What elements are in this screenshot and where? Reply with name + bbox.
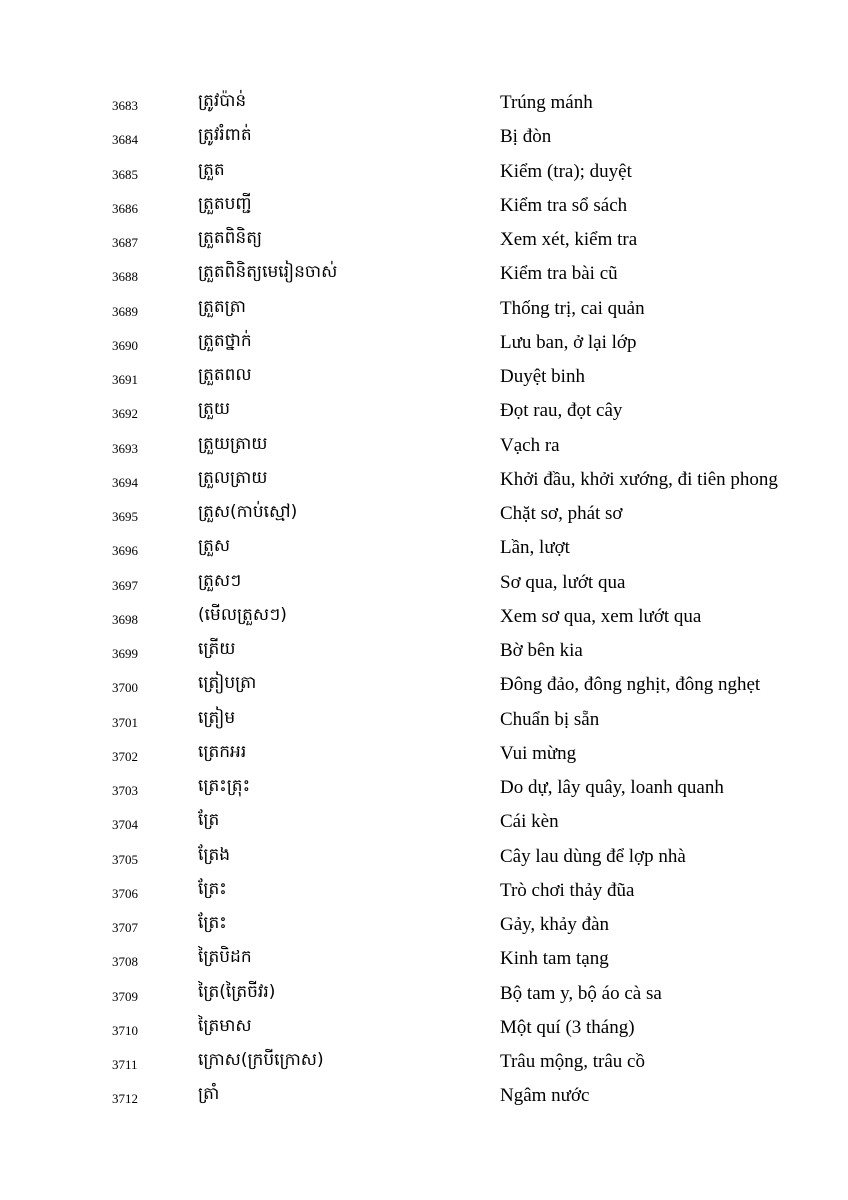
khmer-term: ត្រែះ: [198, 878, 227, 899]
entry-number: 3709: [112, 988, 138, 1004]
entry-number: 3706: [112, 885, 138, 901]
list-item: [0, 908, 848, 942]
vietnamese-meaning: Lưu ban, ở lại lớp: [500, 331, 637, 353]
vietnamese-meaning: Kiểm tra bài cũ: [500, 263, 618, 285]
entry-number: 3689: [112, 303, 138, 319]
vietnamese-meaning: Cây lau dùng để lợp nhà: [500, 845, 686, 867]
list-item: [0, 257, 848, 291]
vietnamese-meaning: Cái kèn: [500, 811, 559, 833]
list-item: [0, 668, 848, 702]
vietnamese-meaning: Kiểm (tra); duyệt: [500, 160, 632, 182]
vietnamese-meaning: Kinh tam tạng: [500, 948, 609, 970]
khmer-term: ត្រៀបត្រា: [198, 673, 257, 694]
list-item: [0, 223, 848, 257]
entry-number: 3700: [112, 680, 138, 696]
vietnamese-meaning: Vạch ra: [500, 434, 560, 456]
vietnamese-meaning: Chuẩn bị sẵn: [500, 708, 600, 730]
vietnamese-meaning: Duyệt binh: [500, 366, 585, 387]
entry-number: 3704: [112, 817, 138, 833]
list-item: [0, 497, 848, 531]
khmer-term: ត្រៃ(ត្រៃចីវរ): [198, 981, 276, 1002]
entry-number: 3699: [112, 646, 138, 661]
khmer-term: ត្រែ: [198, 810, 220, 831]
list-item: [0, 394, 848, 428]
entry-number: 3692: [112, 406, 138, 422]
khmer-term: ត្រួតពិនិត្យ: [198, 228, 263, 248]
vietnamese-meaning: Bờ bên kia: [500, 640, 583, 661]
khmer-term: ត្រេះត្រុះ: [198, 776, 251, 796]
entry-number: 3696: [112, 543, 138, 559]
list-item: [0, 86, 848, 120]
khmer-term: ត្រើយ: [198, 639, 236, 659]
khmer-term: ត្រួតពល: [198, 365, 252, 385]
list-item: [0, 874, 848, 908]
vietnamese-meaning: Xem sơ qua, xem lướt qua: [500, 605, 702, 627]
vietnamese-meaning: Đông đảo, đông nghịt, đông nghẹt: [500, 674, 761, 696]
list-item: [0, 531, 848, 565]
entry-number: 3703: [112, 783, 138, 798]
vietnamese-meaning: Trò chơi thảy đũa: [500, 879, 635, 901]
khmer-term: ត្រួសៗ: [198, 570, 242, 591]
entry-number: 3712: [112, 1091, 138, 1107]
vietnamese-meaning: Gảy, khảy đàn: [500, 914, 610, 935]
entry-number: 3698: [112, 611, 138, 627]
khmer-term: ត្រួតពិនិត្យមេរៀនចាស់: [198, 262, 338, 283]
khmer-term: ត្រួតថ្នាក់: [198, 330, 252, 351]
list-item: [0, 737, 848, 771]
vietnamese-meaning: Ngâm nước: [500, 1085, 590, 1107]
entry-number: 3688: [112, 269, 138, 285]
list-item: [0, 840, 848, 874]
khmer-term: ត្រួយ: [198, 399, 231, 420]
entry-number: 3710: [112, 1022, 138, 1038]
vietnamese-meaning: Lần, lượt: [500, 537, 570, 559]
khmer-term: ត្រួស(កាប់ស្មៅ): [198, 502, 298, 522]
entry-number: 3705: [112, 851, 138, 867]
entry-number: 3690: [112, 337, 138, 353]
khmer-term: ត្រែះ: [198, 913, 227, 933]
entry-number: 3687: [112, 235, 138, 250]
khmer-term: ត្រូវរំពាត់: [198, 125, 252, 146]
vietnamese-meaning: Xem xét, kiểm tra: [500, 229, 638, 250]
list-item: [0, 326, 848, 360]
entry-number: 3695: [112, 509, 138, 524]
list-item: [0, 634, 848, 668]
vietnamese-meaning: Thống trị, cai quản: [500, 297, 645, 319]
vietnamese-meaning: Kiểm tra sổ sách: [500, 194, 628, 216]
khmer-term: (មើលត្រួសៗ): [198, 604, 287, 625]
entry-number: 3685: [112, 166, 138, 182]
vietnamese-meaning: Chặt sơ, phát sơ: [500, 503, 623, 524]
vietnamese-meaning: Sơ qua, lướt qua: [500, 571, 626, 593]
list-item: [0, 463, 848, 497]
dictionary-entry-list: [0, 86, 848, 1114]
khmer-term: ក្រោស(ក្របីក្រោស): [198, 1050, 324, 1070]
entry-number: 3701: [112, 714, 138, 730]
khmer-term: ត្រួតត្រា: [198, 296, 246, 317]
vietnamese-meaning: Vui mừng: [500, 742, 577, 764]
list-item: [0, 805, 848, 839]
entry-number: 3711: [112, 1057, 138, 1072]
entry-number: 3708: [112, 954, 138, 970]
vietnamese-meaning: Bộ tam y, bộ áo cà sa: [500, 982, 662, 1004]
entry-number: 3693: [112, 440, 138, 456]
list-item: [0, 771, 848, 805]
entry-number: 3683: [112, 98, 138, 113]
vietnamese-meaning: Bị đòn: [500, 126, 552, 148]
list-item: [0, 942, 848, 976]
list-item: [0, 703, 848, 737]
khmer-term: ត្រួតបញ្ជី: [198, 193, 252, 214]
khmer-term: ត្រួត: [198, 159, 225, 180]
entry-number: 3684: [112, 132, 138, 148]
vietnamese-meaning: Một quí (3 tháng): [500, 1016, 635, 1038]
list-item: [0, 1079, 848, 1113]
khmer-term: ត្រៃបិដក: [198, 947, 252, 968]
vietnamese-meaning: Do dự, lây quây, loanh quanh: [500, 777, 724, 798]
list-item: [0, 600, 848, 634]
entry-number: 3702: [112, 748, 138, 764]
list-item: [0, 429, 848, 463]
entry-number: 3691: [112, 372, 138, 387]
list-item: [0, 566, 848, 600]
entry-number: 3707: [112, 920, 138, 935]
entry-number: 3694: [112, 474, 138, 490]
khmer-term: ត្រាំ: [198, 1084, 220, 1105]
vietnamese-meaning: Trâu mộng, trâu cồ: [500, 1051, 645, 1072]
khmer-term: ត្រេកអរ: [198, 741, 247, 762]
vietnamese-meaning: Đọt rau, đọt cây: [500, 400, 623, 422]
vietnamese-meaning: Khởi đầu, khởi xướng, đi tiên phong: [500, 468, 778, 490]
khmer-term: ត្រួលត្រាយ: [198, 467, 268, 488]
list-item: [0, 1011, 848, 1045]
list-item: [0, 189, 848, 223]
list-item: [0, 360, 848, 394]
list-item: [0, 977, 848, 1011]
list-item: [0, 1045, 848, 1079]
vietnamese-meaning: Trúng mánh: [500, 92, 593, 113]
list-item: [0, 155, 848, 189]
khmer-term: ត្រៃមាស: [198, 1015, 252, 1036]
khmer-term: ត្រួស: [198, 536, 231, 557]
entry-number: 3686: [112, 200, 138, 216]
khmer-term: ត្រូវប៉ាន់: [198, 91, 247, 111]
entry-number: 3697: [112, 577, 138, 593]
khmer-term: ត្រួយត្រាយ: [198, 433, 268, 454]
list-item: [0, 120, 848, 154]
khmer-term: ត្រៀម: [198, 707, 236, 728]
khmer-term: ត្រែង: [198, 844, 231, 865]
list-item: [0, 292, 848, 326]
